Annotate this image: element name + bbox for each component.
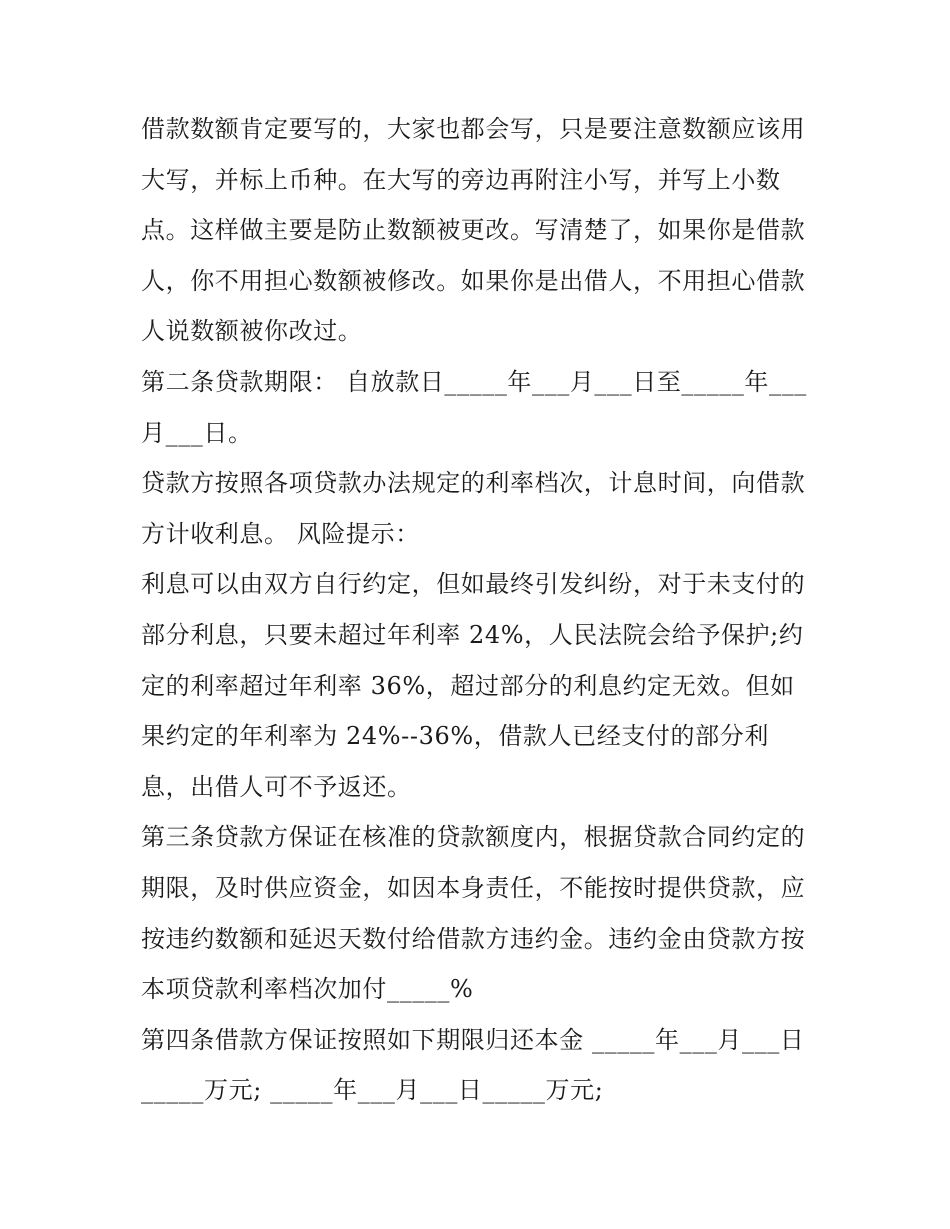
paragraph-article-3-lender-guarantee: 第三条贷款方保证在核准的贷款额度内，根据贷款合同约定的期限，及时供应资金，如因本身责任，不能按时提供贷款，应按违约数额和延迟天数付给借款方违约金。违约金由贷款方按本项贷款利率档次加付_____% (141, 823, 806, 1004)
paragraph-interest-risk-note: 利息可以由双方自行约定，但如最终引发纠纷，对于未支付的部分利息，只要未超过年利率 24%，人民法院会给予保护;约定的利率超过年利率 36%，超过部分的利息约定无效。但如果约定的年利率为 24%--36%，借款人已经支付的部分利息，出借人可不予返还。 (141, 570, 806, 801)
document-body (141, 104, 813, 1116)
paragraph-article-2-loan-term: 第二条贷款期限： 自放款日_____年___月___日至_____年___月___日。 (141, 367, 807, 447)
paragraph-loan-amount-advice: 借款数额肯定要写的，大家也都会写，只是要注意数额应该用大写，并标上币种。在大写的旁边再附注小写，并写上小数点。这样做主要是防止数额被更改。写清楚了，如果你是借款人，你不用担心数额被修改。如果你是出借人，不用担心借款人说数额被你改过。 (141, 115, 806, 346)
paragraph-interest-collection: 贷款方按照各项贷款办法规定的利率档次，计息时间，向借款方计收利息。 风险提示： (141, 469, 806, 548)
paragraph-article-4-repayment-schedule: 第四条借款方保证按照如下期限归还本金 _____年___月___日_____万元; _____年___月___日_____万元; (141, 1025, 805, 1105)
